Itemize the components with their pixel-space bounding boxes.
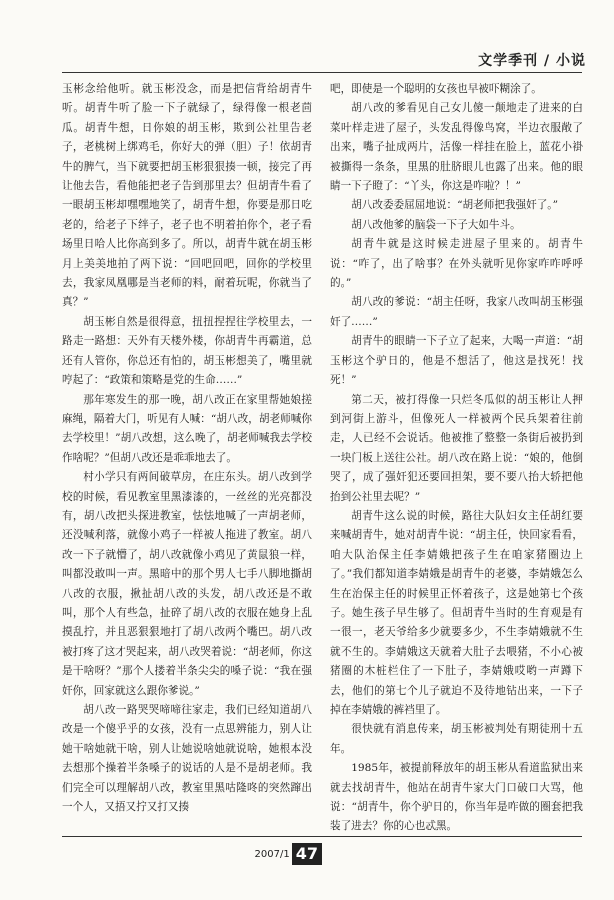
page-footer — [255, 842, 322, 866]
paragraph: 1985年，被提前释放年的胡玉彬从看道监狱出来就去找胡青牛，他站在胡青牛家大门口破口大骂，他说：“胡青牛，你个驴日的，你当年是咋做的圈套把我装了进去？你的心也忒黑。 — [330, 762, 583, 833]
paragraph: 玉彬念给他听。就玉彬没念，而是把信背给胡青牛听。胡青牛听了脸一下子就绿了，绿得像一根老茴瓜。胡青牛想，日你娘的胡玉彬，欺到公社里告老子，老桃树上绑鸡毛，你好大的弹（胆）子！依胡青牛的脾气，当下就要把胡玉彬狠狠揍一顿，接完了再让他去告，看他能把老子告到那里去？但胡青牛看了一眼胡玉彬却嘿嘿地笑了，胡青牛想，你要是那日吃老的，给老子下绊子，老子也不明着拍你个，老子看场里日哈人比你高到多了。所以，胡青牛就在胡玉彬月上美美地拍了两下说：“回吧回吧，回你的学校里去，我家凤凰哪是当老师的料，耐着玩呢，你就当了真？” — [62, 83, 312, 309]
page-number: 47 — [292, 843, 322, 865]
paragraph: 胡八改一路哭哭啼啼往家走，我们已经知道胡八改是一个傻乎乎的女孩，没有一点思辨能力，别人让她干啥她就干啥，别人让她说啥她就说啥，她根本没去想那个操着半条嗓子的说话的人是不是胡老师。我们完全可以理解胡八改，教室里黑咕隆咚的突然蹿出一个人，又捂又拧又打又揍 — [62, 704, 312, 814]
paragraph: 胡青牛这么说的时候，路往大队妇女主任胡红要来喊胡青牛，她对胡青牛说：“胡主任，快回家看看，咱大队治保主任李婧娥把孩子生在咱家猪圈边上了。”我们都知道李婧娥是胡青牛的老婆，李婧娥怎么生在治保主任的时候里正怀着孩子，这是她第七个孩子。她生孩子早生够了。但胡青牛当时的生育观是有一很一，老天爷给多少就要多少，不生李婧娥就不生就不生的。李婧娥这天就着大肚子去喂猪，不小心被猪圈的木桩栏住了一下肚子，李婧娥哎哟一声蹲下去，他们的第七个儿子就迫不及待地钻出来，一下子掉在李婧娥的裤裆里了。 — [330, 509, 583, 716]
right-column — [330, 80, 583, 833]
paragraph: 很快就有消息传来，胡玉彬被判处有期徒刑十五年。 — [330, 723, 583, 755]
paragraph: 村小学只有两间破草房，在庄东头。胡八改到学校的时候，看见教室里黑漆漆的，一丝丝的光亮都没有，胡八改把头探进教室，怯怯地喊了一声胡老师，还没喊利落，就像小鸡子一样被人拖进了教室。胡八改一下子就懵了，胡八改就像小鸡见了黄鼠狼一样，叫都没敢叫一声。黑暗中的那个男人七手八脚地撕胡八改的衣服，揪扯胡八改的头发，胡八改还是不敢叫，那个人有些急，扯碎了胡八改的衣服在她身上乱摸乱拧，并且恶狠狠地打了胡八改两个嘴巴。胡八改被打疼了这才哭起来，胡八改哭着说：“胡老师，你这是干啥呀？”那个人搂着半条尖尖的嗓子说：“我在强奸你，回家就这么跟你爹说。” — [62, 471, 312, 697]
paragraph: 胡八改委委屈屈地说：“胡老师把我强奸了。” — [351, 199, 558, 212]
paragraph: 那年寒发生的那一晚，胡八改正在家里帮她娘搓麻绳，隔着大门，听见有人喊：“胡八改，胡老师喊你去学校里！”胡八改想，这么晚了，胡老师喊我去学校作啥呢？”但胡八改还是乖乖地去了。 — [62, 393, 312, 464]
paragraph: 胡八改的爹看见自己女儿傻一颠地走了进来的白菜叶样走进了屋子，头发乱得像鸟窝，半边衣服敞了出来，嘴子扯成两片，活像一样挂在脸上，蓝花小褂被撕得一条条，里黑的肚脐眼儿也露了出来。他的眼睛一下子瞪了：“丫头，你这是咋啦？！” — [330, 102, 583, 193]
section-header: 文学季刊 / 小说 — [478, 53, 586, 69]
left-column — [62, 80, 312, 820]
paragraph: 胡八改的爹说：“胡主任呀，我家八改叫胡玉彬强奸了……” — [330, 296, 583, 328]
footer-rule — [62, 836, 582, 837]
paragraph: 第二天，被打得像一只烂冬瓜似的胡玉彬让人押到河街上游斗，但像死人一样被两个民兵架着往前走，人已经不会说话。他被推了整整一条街后被扔到一块门板上送往公社。胡八改在路上说：“娘的，他倒哭了，成了强奸犯还要回担架，要不要八抬大轿把他抬到公社里去呢？” — [330, 393, 583, 503]
paragraph: 胡青牛就是这时候走进屋子里来的。胡青牛说：“咋了，出了啥事？在外头就听见你家咋咋呼呼的。” — [330, 238, 583, 290]
issue-number: 2007/1 — [254, 848, 290, 860]
paragraph: 胡玉彬自然是很得意，扭扭捏捏往学校里去，一路走一路想：天外有天楼外楼，你胡青牛再霸道，总还有人管你，你总还有怕的，胡玉彬想美了，嘴里就哼起了：“政策和策略是党的生命……” — [62, 315, 312, 387]
paragraph: 吧，即使是一个聪明的女孩也早被吓糊涂了。 — [330, 83, 542, 95]
header-rule — [62, 72, 582, 73]
paragraph: 胡青牛的眼睛一下子立了起来，大喝一声道：“胡玉彬这个驴日的，他是不想活了，他这是找死！找死！” — [330, 335, 583, 387]
paragraph: 胡八改他爹的脑袋一下子大如牛斗。 — [351, 218, 521, 231]
